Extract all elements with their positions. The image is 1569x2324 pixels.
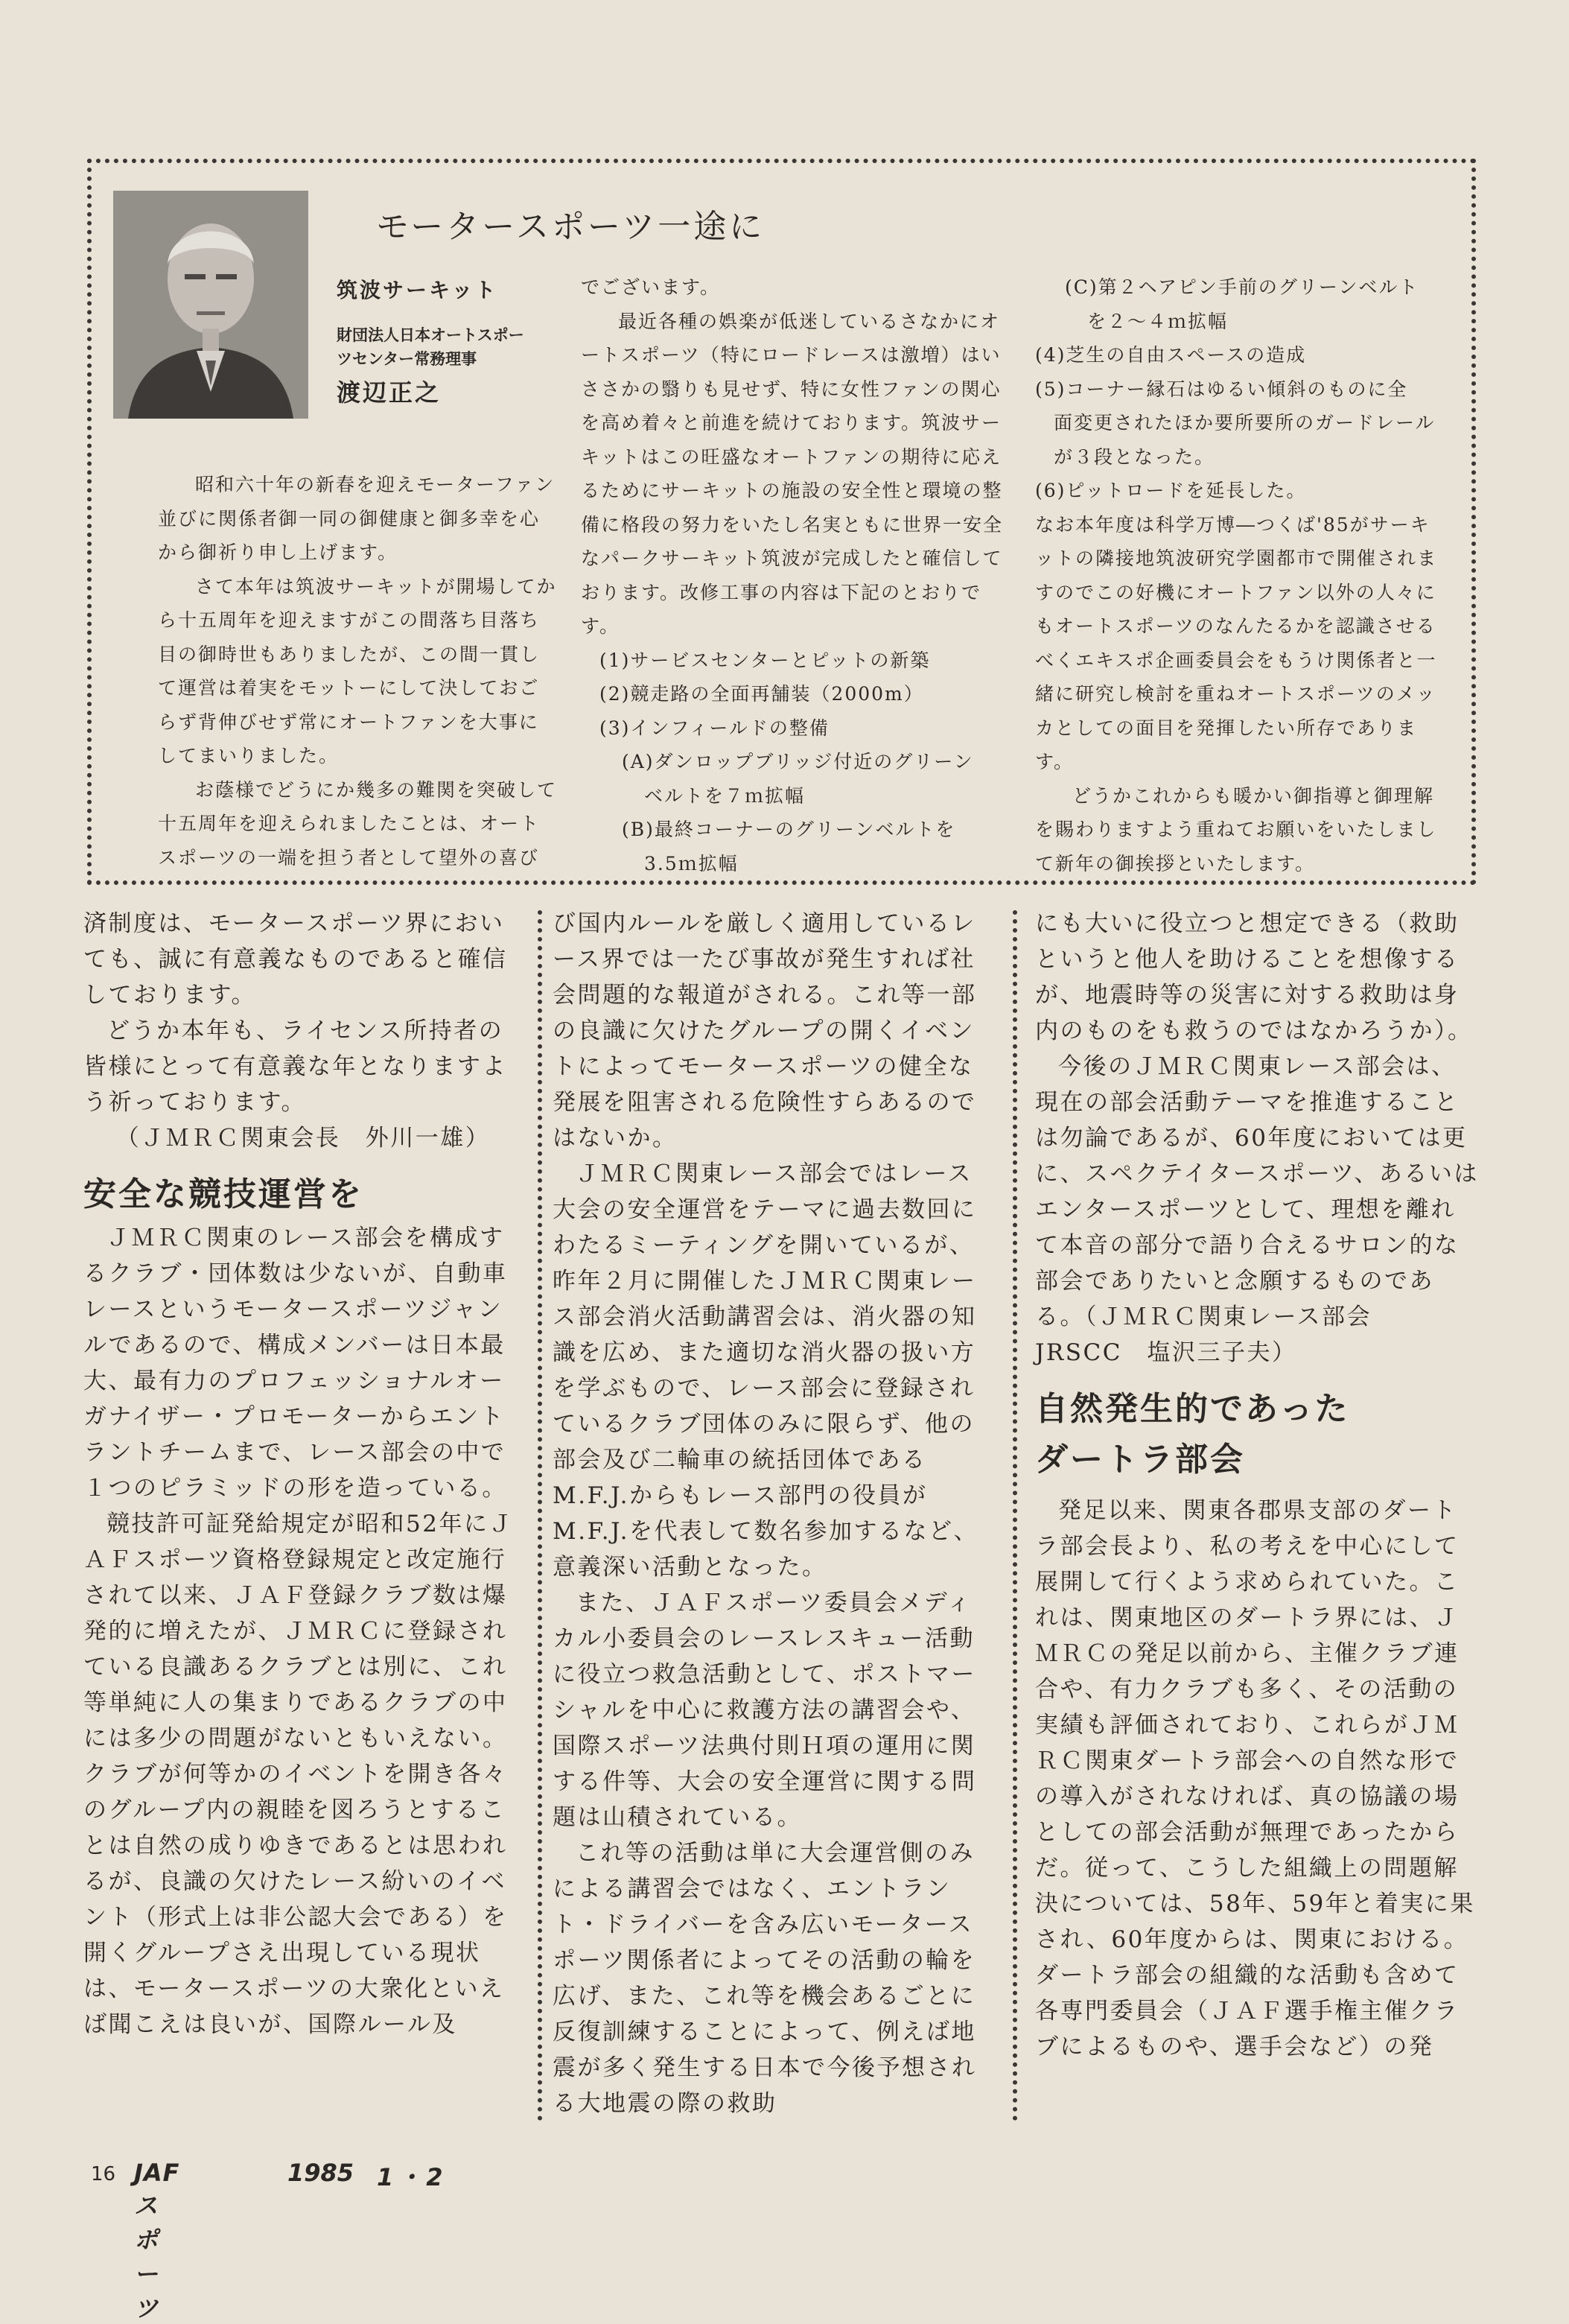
item-head: (6)ピットロードを延長した。 bbox=[1035, 480, 1307, 501]
paragraph: 競技許可証発給規定が昭和52年にＪＡＦスポーツ資格登録規定と改定施行されて以来、ＪＡＦ登録クラブ数は爆発的に増えたが、ＪＭＲＣに登録されている良識あるクラブとは別に、これ等単純に人の集まりであるクラブの中には多少の問題がないともいえない。クラブが何等かのイベントを開き各々のグループ内の親睦を図ろうとすることは自然の成りゆきであるとは思われるが、良識の欠けたレース紛いのイベント（形式上は非公認大会である）を開くグループさえ出現している現状は、モータースポーツの大衆化といえば聞こえは良いが、国際ルール及 bbox=[83, 1511, 514, 2038]
subitem-tail: ベルトを７ｍ拡幅 bbox=[644, 784, 806, 807]
paragraph: 発足以来、関東各郡県支部のダートラ部会長より、私の考えを中心にして展開して行くよう求められていた。これは、関東地区のダートラ界には、ＪＭＲＣの発足以前から、主催クラブ連合や、有力クラブも多く、その活動の実績も評価されており、これらがＪＭＲＣ関東ダートラ部会への自然な形での導入がされなければ、真の協議の場としての部会活動が無理であったからだ。従って、こうした組織上の問題解決については、58年、59年と着実に果され、60年度からは、関東における。ダートラ部会の組織的な活動も含めて各専門委員会（ＪＡＦ選手権主催クラブによるものや、選手会など）の発 bbox=[1035, 1497, 1475, 2060]
issue-number: 1・2 bbox=[377, 2163, 448, 2191]
portrait-photo bbox=[113, 191, 308, 419]
list-subitem bbox=[581, 745, 1004, 813]
box-title: モータースポーツ一途に bbox=[376, 208, 766, 246]
list-item bbox=[1035, 474, 1448, 508]
item-head: (4)芝生の自由スペースの造成 bbox=[1035, 344, 1307, 366]
list-subitem bbox=[581, 813, 1004, 880]
box-column-2 bbox=[581, 270, 1004, 880]
paragraph: 今後のＪＭＲＣ関東レース部会は、現在の部会活動テーマを推進することは勿論であるが、60年度においては更に、スペクテイタースポーツ、あるいはエンタースポーツとして、理想を離れて本音の部分で語り合えるサロン的な部会でありたいと念願するものである。（ＪＭＲＣ関東レース部会 JRSCC 塩沢三子夫） bbox=[1035, 1053, 1479, 1366]
section-heading: 安全な競技運営を bbox=[83, 1175, 363, 1213]
affiliation-line-2: ツセンター常務理事 bbox=[337, 350, 477, 368]
magazine-title: JAFスポーツ bbox=[134, 2159, 180, 2323]
column-divider bbox=[538, 910, 542, 2121]
heading-line-2: ダートラ部会 bbox=[1035, 1441, 1245, 1479]
organization-name: 筑波サーキット bbox=[337, 278, 498, 302]
author-name: 渡辺正之 bbox=[337, 378, 442, 407]
author-block bbox=[337, 274, 582, 408]
list-item: (2)競走路の全面再舗装（2000m） bbox=[599, 683, 924, 705]
box-column-1 bbox=[158, 468, 558, 874]
list-item bbox=[1035, 338, 1448, 372]
list-item bbox=[1035, 372, 1448, 474]
paragraph-continued: び国内ルールを厳しく適用しているレース界では一たび事故が発生すれば社会問題的な報道がされる。これ等一部の良識に欠けたグループの開くイベントによってモータースポーツの健全な発展を阻害される危険性すらあるのではないか。 bbox=[553, 910, 977, 1152]
subitem-head: (A)ダンロップブリッジ付近のグリーン bbox=[622, 751, 974, 772]
paragraph: どうかこれからも暖かい御指導と御理解を賜わりますよう重ねてお願いをいたしまして新年の御挨拶といたします。 bbox=[1035, 784, 1437, 874]
issue-year: 1985 bbox=[287, 2159, 354, 2187]
list-subitem bbox=[1035, 270, 1448, 338]
heading-line-1: 自然発生的であった bbox=[1035, 1390, 1350, 1428]
paragraph: 昭和六十年の新春を迎えモーターファン並びに関係者御一同の御健康と御多幸を心から御祈り申し上げます。 bbox=[158, 474, 556, 563]
affiliation-line-1: 財団法人日本オートスポー bbox=[337, 326, 524, 344]
main-column-2 bbox=[553, 906, 996, 2121]
subitem-head: (C)第２ヘアピン手前のグリーンベルト bbox=[1065, 276, 1419, 298]
page-number: 16 bbox=[91, 2163, 116, 2185]
paragraph: さて本年は筑波サーキットが開場してから十五周年を迎えますがこの間落ち目落ち目の御時世もありましたが、この間一貫して運営は着実をモットーにして決しておごらず背伸びせず常にオートファンを大事にしてまいりました。 bbox=[158, 575, 557, 766]
paragraph: どうか本年も、ライセンス所持者の皆様にとって有意義な年となりますよう祈っております。 bbox=[83, 1017, 507, 1116]
box-column-3 bbox=[1035, 270, 1448, 880]
item-head: (5)コーナー縁石はゆるい傾斜のものに全 bbox=[1035, 378, 1408, 400]
paragraph-continued: 済制度は、モータースポーツ界においても、誠に有意義なものであると確信しております。 bbox=[83, 910, 508, 1009]
paragraph-continued: でございます。 bbox=[581, 276, 721, 298]
item-tail: 面変更されたほか要所要所のガードレールが３段となった。 bbox=[1054, 412, 1436, 468]
subitem-head: (B)最終コーナーのグリーンベルトを bbox=[622, 819, 956, 840]
list-item: (1)サービスセンターとピットの新築 bbox=[599, 649, 931, 671]
faded-background-header bbox=[89, 22, 760, 112]
paragraph: ＪＭＲＣ関東レース部会ではレース大会の安全運営をテーマに過去数回にわたるミーティングを開いているが、昨年２月に開催したＪＭＲＣ関東レース部会消火活動講習会は、消火器の知識を広め、また適切な消火器の扱い方を学ぶもので、レース部会に登録されているクラブ団体のみに限らず、他の部会及び二輪車の統括団体であるM.F.J.からもレース部門の役員がM.F.J.を代表して数名参加するなど、意義深い活動となった。 bbox=[553, 1161, 979, 1581]
paragraph: また、ＪＡＦスポーツ委員会メディカル小委員会のレースレスキュー活動に役立つ救急活動として、ポストマーシャルを中心に救護方法の講習会や、国際スポーツ法典付則Ｈ項の運用に関する件等、大会の安全運営に関する問題は山積されている。 bbox=[553, 1590, 977, 1831]
main-column-1 bbox=[83, 906, 523, 2042]
section-heading bbox=[1035, 1384, 1479, 1485]
paragraph: お蔭様でどうにか幾多の難関を突破して十五周年を迎えられましたことは、オートスポーツの一端を担う者として望外の喜び bbox=[158, 778, 558, 869]
paragraph: ＪＭＲＣ関東のレース部会を構成するクラブ・団体数は少ないが、自動車レースというモータースポーツジャンルであるので、構成メンバーは日本最大、最有力のプロフェッショナルオーガナイザー・プロモーターからエントラントチームまで、レース部会の中で１つのピラミッドの形を造っている。 bbox=[83, 1225, 508, 1502]
column-divider bbox=[1013, 910, 1017, 2121]
subitem-tail: を２～４ｍ拡幅 bbox=[1087, 310, 1229, 332]
paragraph: 最近各種の娯楽が低迷しているさなかにオートスポーツ（特にロードレースは激増）はいささかの翳りも見せず、特に女性ファンの関心を高め着々と前進を続けております。筑波サーキットはこの旺盛なオートファンの期待に応えるためにサーキットの施設の安全性と環境の整備に格段の努力をいたし名実ともに世界一安全なパークサーキット筑波が完成したと確信しております。改修工事の内容は下記のとおりです。 bbox=[581, 310, 1004, 637]
signature: （ＪＭＲＣ関東会長 外川一雄） bbox=[115, 1125, 491, 1152]
paragraph: これ等の活動は単に大会運営側のみによる講習会ではなく、エントラント・ドライバーを含み広いモータースポーツ関係者によってその活動の輪を広げ、また、これ等を機会あるごとに反復訓練することによって、例えば地震が多く発生する日本で今後予想される大地震の際の救助 bbox=[553, 1840, 977, 2117]
main-column-3 bbox=[1035, 906, 1479, 2065]
list-item: (3)インフィールドの整備 bbox=[599, 717, 830, 739]
subitem-tail: 3.5ｍ拡幅 bbox=[644, 852, 739, 874]
paragraph: なお本年度は科学万博―つくば'85がサーキットの隣接地筑波研究学園都市で開催されますのでこの好機にオートファン以外の人々にもオートスポーツのなんたるかを認識させるべくエキスポ企画委員会をもうけ関係者と一緒に研究し検討を重ねオートスポーツのメッカとしての面目を発揮したい所存であります。 bbox=[1035, 513, 1438, 772]
paragraph-continued: にも大いに役立つと想定できる（救助というと他人を助けることを想像するが、地震時等の災害に対する救助は身内のものをも救うのではなかろうか）。 bbox=[1035, 910, 1473, 1044]
